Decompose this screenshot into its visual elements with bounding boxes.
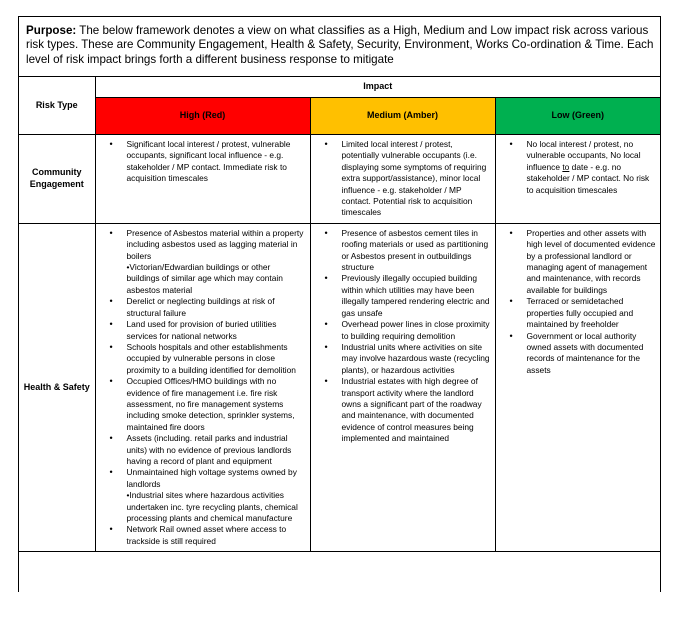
risk-framework-document — [18, 16, 661, 592]
list-item: •Industrial sites where hazardous activities undertaken inc. tyre recycling plants, chemical processing plants and chemical manufacture — [126, 490, 298, 523]
community-medium-cell — [310, 135, 495, 224]
impact-header: Impact — [95, 77, 660, 98]
list-item: • Industrial units where activities on site may involve hazardous waste (recycling plants), or hazardous activities — [342, 342, 491, 376]
community-high-cell — [95, 135, 310, 224]
list-item: • Properties and other assets with high level of documented evidence by a professional landlord or managing agent of management and maintenance, with records available for buildings — [527, 228, 657, 296]
risk-type-header: Risk Type — [19, 77, 95, 135]
health-safety-high-cell — [95, 223, 310, 551]
list-item: • Government or local authority owned assets with documented records of maintenance for the assets — [527, 331, 657, 377]
list-item: • Presence of Asbestos material within a property including asbestos used as lagging material in boilers — [127, 228, 306, 262]
list-item: •Victorian/Edwardian buildings or other buildings of similar age which may contain asbestos material — [126, 262, 283, 295]
table-row-health-safety — [19, 223, 660, 551]
risk-impact-table — [19, 77, 660, 552]
purpose-statement — [19, 17, 660, 77]
table-row-community-engagement — [19, 135, 660, 224]
purpose-text: The below framework denotes a view on what classifies as a High, Medium and Low impact risk across various risk types. These are Community Engagement, Health & Safety, Security, Environment, Works Co-ordination & Time. Each level of risk impact brings forth a different business response to mitigate — [26, 24, 654, 66]
list-item-text: date - e.g. no stakeholder / MP contact. No risk to acquisition timescales — [526, 161, 650, 195]
list-item: • Industrial estates with high degree of transport activity where the landlord owns a significant part of the roadway and maintenance, with documented evidence of control measures being implemented and maintained — [342, 376, 491, 444]
list-item: • Limited local interest / protest, potentially vulnerable occupants (i.e. displaying some symptoms of requiring extra support/assistance), minor local influence - e.g. stakeholder / MP contact. Potential risk to acquisition timescales — [342, 139, 491, 219]
list-item: • Occupied Offices/HMO buildings with no evidence of fire management i.e. fire risk assessment, no fire management systems including smoke detection, sprinkler systems, maintained fire doors — [127, 376, 306, 433]
list-item: • Terraced or semidetached properties fully occupied and maintained by freeholder — [527, 296, 657, 330]
list-item: • Presence of asbestos cement tiles in roofing materials or used as partitioning or Asbestos present in outbuildings structure — [342, 228, 491, 274]
risk-type-community-engagement: Community Engagement — [19, 135, 95, 224]
list-item: • Land used for provision of buried utilities services for national networks — [127, 319, 306, 342]
impact-level-high: High (Red) — [95, 98, 310, 135]
community-low-cell — [495, 135, 660, 224]
list-item: • Unmaintained high voltage systems owned by landlords — [127, 467, 306, 490]
list-item: • Schools hospitals and other establishments occupied by vulnerable persons in close proximity to a building identified for demolition — [127, 342, 306, 376]
list-item — [527, 139, 657, 196]
list-item: • Significant local interest / protest, vulnerable occupants, significant local influence - e.g. stakeholder / MP contact. Immediate risk to acquisition timescales — [127, 139, 306, 185]
impact-level-medium: Medium (Amber) — [310, 98, 495, 135]
health-safety-medium-cell — [310, 223, 495, 551]
impact-header-row — [19, 77, 660, 98]
list-item: • Overhead power lines in close proximity to building requiring demolition — [342, 319, 491, 342]
health-safety-low-cell — [495, 223, 660, 551]
underlined-word: to — [562, 161, 570, 172]
list-item: • Assets (including. retail parks and industrial units) with no evidence of previous landlords having a record of plant and equipment — [127, 433, 306, 467]
list-item-text: No local interest / protest, no vulnerable occupants, No local influence — [526, 139, 641, 172]
list-item: • Network Rail owned asset where access to trackside is still required — [127, 524, 306, 547]
purpose-label: Purpose: — [26, 24, 77, 37]
risk-type-health-safety: Health & Safety — [19, 223, 95, 551]
list-item: • Previously illegally occupied building within which utilities may have been illegally tampered rendering electric and gas unsafe — [342, 273, 491, 319]
list-item: • Derelict or neglecting buildings at risk of structural failure — [127, 296, 306, 319]
impact-level-row — [19, 98, 660, 135]
impact-level-low: Low (Green) — [495, 98, 660, 135]
